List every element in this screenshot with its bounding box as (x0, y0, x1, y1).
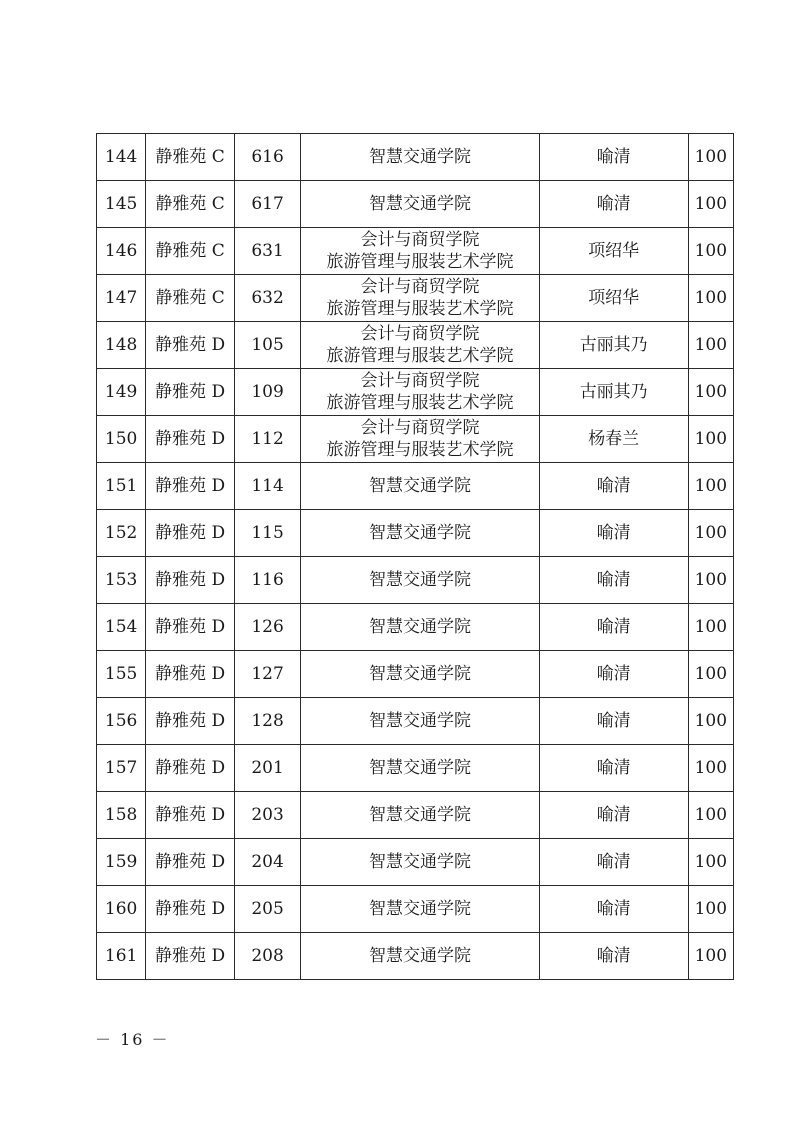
college-name: 会计与商贸学院 (360, 371, 480, 391)
person-in-charge-cell: 喻清 (539, 181, 688, 228)
table-row (97, 369, 734, 416)
room-number-cell: 632 (234, 275, 300, 322)
building-cell: 静雅苑 C (146, 275, 235, 322)
person-in-charge-cell: 喻清 (539, 134, 688, 181)
building-cell: 静雅苑 D (146, 698, 235, 745)
row-number-cell: 160 (97, 886, 146, 933)
college-name: 智慧交通学院 (368, 617, 471, 637)
college-cell (301, 651, 539, 698)
college-name: 智慧交通学院 (368, 758, 471, 778)
room-number-cell: 205 (234, 886, 300, 933)
college-name: 智慧交通学院 (368, 570, 471, 590)
table-row (97, 933, 734, 980)
person-in-charge-cell: 喻清 (539, 463, 688, 510)
score-cell: 100 (688, 275, 733, 322)
room-number-cell: 204 (234, 839, 300, 886)
room-number-cell: 114 (234, 463, 300, 510)
score-cell: 100 (688, 322, 733, 369)
score-cell: 100 (688, 839, 733, 886)
college-cell (301, 839, 539, 886)
college-name: 旅游管理与服装艺术学院 (326, 346, 514, 366)
college-name: 旅游管理与服装艺术学院 (326, 393, 514, 413)
building-cell: 静雅苑 D (146, 322, 235, 369)
score-cell: 100 (688, 604, 733, 651)
college-cell (301, 886, 539, 933)
building-cell: 静雅苑 D (146, 933, 235, 980)
college-name: 会计与商贸学院 (360, 418, 480, 438)
college-cell (301, 134, 539, 181)
building-cell: 静雅苑 D (146, 557, 235, 604)
building-cell: 静雅苑 D (146, 745, 235, 792)
college-name: 智慧交通学院 (368, 147, 471, 167)
row-number-cell: 147 (97, 275, 146, 322)
college-name: 会计与商贸学院 (360, 277, 480, 297)
person-in-charge-cell: 古丽其乃 (539, 369, 688, 416)
person-in-charge-cell: 喻清 (539, 745, 688, 792)
college-cell (301, 604, 539, 651)
room-number-cell: 105 (234, 322, 300, 369)
row-number-cell: 161 (97, 933, 146, 980)
room-number-cell: 203 (234, 792, 300, 839)
building-cell: 静雅苑 D (146, 416, 235, 463)
score-cell: 100 (688, 416, 733, 463)
row-number-cell: 145 (97, 181, 146, 228)
table-row (97, 604, 734, 651)
college-name: 智慧交通学院 (368, 476, 471, 496)
room-number-cell: 208 (234, 933, 300, 980)
room-number-cell: 128 (234, 698, 300, 745)
college-cell (301, 228, 539, 275)
building-cell: 静雅苑 C (146, 228, 235, 275)
score-cell: 100 (688, 651, 733, 698)
person-in-charge-cell: 杨春兰 (539, 416, 688, 463)
table-row (97, 322, 734, 369)
college-cell (301, 698, 539, 745)
row-number-cell: 157 (97, 745, 146, 792)
score-cell: 100 (688, 181, 733, 228)
college-cell (301, 745, 539, 792)
college-name: 智慧交通学院 (368, 946, 471, 966)
table-row (97, 698, 734, 745)
person-in-charge-cell: 喻清 (539, 886, 688, 933)
room-number-cell: 126 (234, 604, 300, 651)
table-row (97, 557, 734, 604)
table-row (97, 839, 734, 886)
page-number: － 16 － (95, 1030, 170, 1049)
table-row (97, 463, 734, 510)
building-cell: 静雅苑 D (146, 604, 235, 651)
person-in-charge-cell: 喻清 (539, 651, 688, 698)
person-in-charge-cell: 喻清 (539, 557, 688, 604)
row-number-cell: 151 (97, 463, 146, 510)
person-in-charge-cell: 喻清 (539, 792, 688, 839)
row-number-cell: 156 (97, 698, 146, 745)
college-name: 智慧交通学院 (368, 852, 471, 872)
building-cell: 静雅苑 D (146, 792, 235, 839)
room-number-cell: 127 (234, 651, 300, 698)
college-cell (301, 510, 539, 557)
college-cell (301, 933, 539, 980)
building-cell: 静雅苑 D (146, 463, 235, 510)
college-name: 旅游管理与服装艺术学院 (326, 299, 514, 319)
row-number-cell: 144 (97, 134, 146, 181)
table-row (97, 228, 734, 275)
college-name: 旅游管理与服装艺术学院 (326, 252, 514, 272)
college-name: 智慧交通学院 (368, 711, 471, 731)
building-cell: 静雅苑 C (146, 134, 235, 181)
college-cell (301, 463, 539, 510)
person-in-charge-cell: 项绍华 (539, 228, 688, 275)
college-name: 会计与商贸学院 (360, 230, 480, 250)
college-name: 智慧交通学院 (368, 899, 471, 919)
score-cell: 100 (688, 792, 733, 839)
row-number-cell: 146 (97, 228, 146, 275)
room-number-cell: 112 (234, 416, 300, 463)
score-cell: 100 (688, 510, 733, 557)
table-row (97, 510, 734, 557)
score-cell: 100 (688, 886, 733, 933)
row-number-cell: 153 (97, 557, 146, 604)
person-in-charge-cell: 喻清 (539, 839, 688, 886)
person-in-charge-cell: 喻清 (539, 698, 688, 745)
table-row (97, 792, 734, 839)
row-number-cell: 154 (97, 604, 146, 651)
score-cell: 100 (688, 134, 733, 181)
score-cell: 100 (688, 369, 733, 416)
row-number-cell: 158 (97, 792, 146, 839)
college-name: 智慧交通学院 (368, 523, 471, 543)
table-row (97, 181, 734, 228)
college-cell (301, 416, 539, 463)
college-name: 智慧交通学院 (368, 805, 471, 825)
row-number-cell: 152 (97, 510, 146, 557)
table-row (97, 416, 734, 463)
college-cell (301, 557, 539, 604)
dormitory-score-table (96, 133, 734, 980)
score-cell: 100 (688, 228, 733, 275)
building-cell: 静雅苑 D (146, 510, 235, 557)
person-in-charge-cell: 古丽其乃 (539, 322, 688, 369)
building-cell: 静雅苑 D (146, 839, 235, 886)
college-name: 智慧交通学院 (368, 194, 471, 214)
table-row (97, 886, 734, 933)
building-cell: 静雅苑 C (146, 181, 235, 228)
room-number-cell: 201 (234, 745, 300, 792)
person-in-charge-cell: 喻清 (539, 510, 688, 557)
score-cell: 100 (688, 698, 733, 745)
building-cell: 静雅苑 D (146, 651, 235, 698)
college-name: 旅游管理与服装艺术学院 (326, 440, 514, 460)
building-cell: 静雅苑 D (146, 369, 235, 416)
building-cell: 静雅苑 D (146, 886, 235, 933)
row-number-cell: 150 (97, 416, 146, 463)
college-name: 智慧交通学院 (368, 664, 471, 684)
college-cell (301, 275, 539, 322)
table-row (97, 275, 734, 322)
college-cell (301, 792, 539, 839)
college-cell (301, 322, 539, 369)
row-number-cell: 155 (97, 651, 146, 698)
person-in-charge-cell: 喻清 (539, 604, 688, 651)
room-number-cell: 116 (234, 557, 300, 604)
table-row (97, 651, 734, 698)
room-number-cell: 631 (234, 228, 300, 275)
room-number-cell: 109 (234, 369, 300, 416)
room-number-cell: 617 (234, 181, 300, 228)
row-number-cell: 149 (97, 369, 146, 416)
score-cell: 100 (688, 745, 733, 792)
person-in-charge-cell: 喻清 (539, 933, 688, 980)
row-number-cell: 159 (97, 839, 146, 886)
college-cell (301, 181, 539, 228)
score-cell: 100 (688, 463, 733, 510)
college-cell (301, 369, 539, 416)
table-row (97, 134, 734, 181)
row-number-cell: 148 (97, 322, 146, 369)
room-number-cell: 115 (234, 510, 300, 557)
college-name: 会计与商贸学院 (360, 324, 480, 344)
table-body (97, 134, 734, 980)
table-row (97, 745, 734, 792)
room-number-cell: 616 (234, 134, 300, 181)
score-cell: 100 (688, 933, 733, 980)
person-in-charge-cell: 项绍华 (539, 275, 688, 322)
score-cell: 100 (688, 557, 733, 604)
